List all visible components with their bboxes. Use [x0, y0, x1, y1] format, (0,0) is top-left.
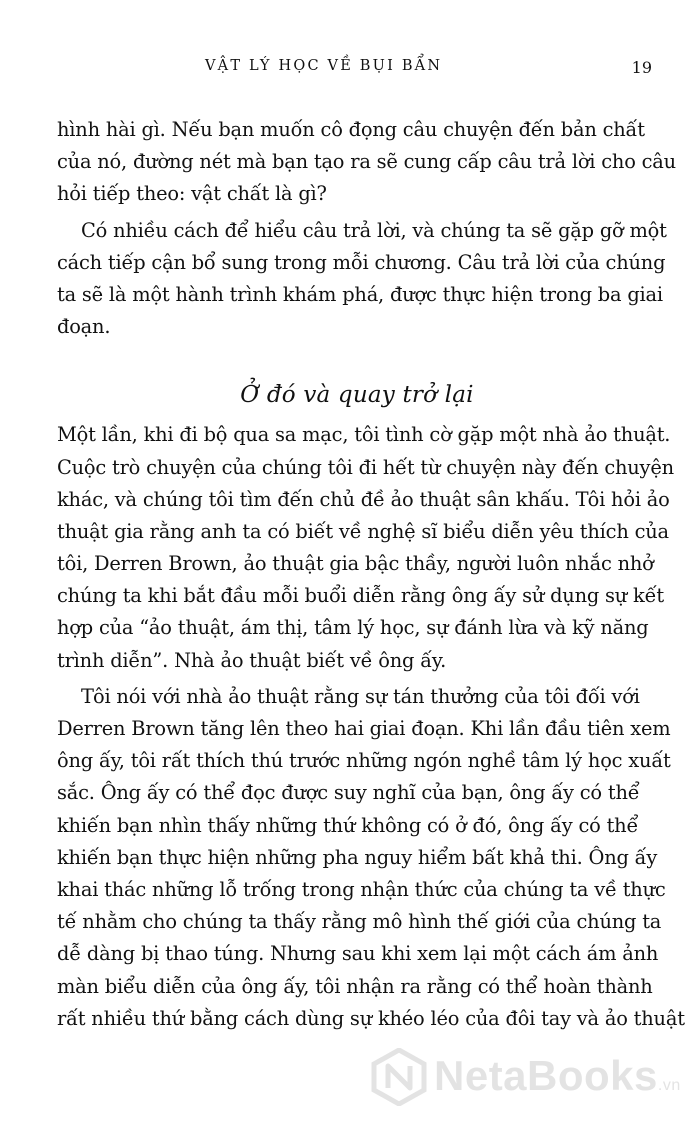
text-line: rất nhiều thứ bằng cách dùng sự khéo léo của đôi tay và ảo thuật	[57, 1006, 685, 1030]
text-line: hình hài gì. Nếu bạn muốn cô đọng câu chuyện đến bản chất	[57, 118, 645, 141]
text-line: màn biểu diễn của ông ấy, tôi nhận ra rằng có thể hoàn thành	[57, 974, 653, 998]
text-line: Một lần, khi đi bộ qua sa mạc, tôi tình cờ gặp một nhà ảo thuật.	[57, 423, 671, 447]
text-line: trình diễn”. Nhà ảo thuật biết về ông ấy.	[57, 648, 447, 672]
intro-paragraphs	[57, 114, 676, 343]
body-text	[57, 114, 685, 1035]
text-line: sắc. Ông ấy có thể đọc được suy nghĩ của bạn, ông ấy có thể	[57, 781, 640, 805]
text-line: Tôi nói với nhà ảo thuật rằng sự tán thưởng của tôi đối với	[81, 684, 640, 708]
text-line: tôi, Derren Brown, ảo thuật gia bậc thầy, người luôn nhắc nhở	[57, 552, 654, 576]
text-line: khiến bạn nhìn thấy những thứ không có ở đó, ông ấy có thể	[57, 813, 639, 837]
text-line: ta sẽ là một hành trình khám phá, được thực hiện trong ba giai	[57, 282, 663, 306]
text-line: hợp của “ảo thuật, ám thị, tâm lý học, sự đánh lừa và kỹ năng	[57, 616, 649, 640]
running-header	[0, 58, 700, 86]
page-number: 19	[631, 58, 652, 77]
text-line: đoạn.	[57, 315, 111, 339]
text-line: Có nhiều cách để hiểu câu trả lời, và chúng ta sẽ gặp gỡ một	[81, 218, 667, 242]
text-line: Derren Brown tăng lên theo hai giai đoạn. Khi lần đầu tiên xem	[57, 717, 671, 740]
paragraph	[57, 114, 676, 211]
running-title: VẬT LÝ HỌC VỀ BỤI BẨN	[205, 58, 443, 74]
text-line: Cuộc trò chuyện của chúng tôi đi hết từ chuyện này đến chuyện	[57, 455, 674, 479]
paragraph	[57, 681, 685, 1035]
watermark-suffix: .vn	[657, 1077, 681, 1094]
text-line: của nó, đường nét mà bạn tạo ra sẽ cung cấp câu trả lời cho câu	[57, 150, 676, 174]
netabooks-logo-icon	[370, 1048, 428, 1106]
watermark-brand: NetaBooks	[434, 1052, 658, 1099]
text-line: ông ấy, tôi rất thích thú trước những ngón nghề tâm lý học xuất	[57, 749, 671, 773]
watermark	[370, 1044, 690, 1114]
text-line: cách tiếp cận bổ sung trong mỗi chương. Câu trả lời của chúng	[57, 250, 666, 274]
watermark-text	[434, 1052, 681, 1100]
section-heading: Ở đó và quay trở lại	[240, 382, 474, 409]
text-line: khai thác những lỗ trống trong nhận thức của chúng ta về thực	[57, 877, 666, 901]
text-line: hỏi tiếp theo: vật chất là gì?	[57, 182, 327, 206]
text-line: khiến bạn thực hiện những pha nguy hiểm bất khả thi. Ông ấy	[57, 845, 658, 869]
text-line: khác, và chúng tôi tìm đến chủ đề ảo thuật sân khấu. Tôi hỏi ảo	[57, 487, 670, 511]
section-paragraphs	[57, 419, 685, 1035]
text-line: tế nhằm cho chúng ta thấy rằng mô hình thế giới của chúng ta	[57, 910, 662, 934]
paragraph	[57, 419, 674, 677]
paragraph	[57, 215, 667, 344]
text-line: chúng ta khi bắt đầu mỗi buổi diễn rằng ông ấy sử dụng sự kết	[57, 584, 664, 608]
text-line: thuật gia rằng anh ta có biết về nghệ sĩ biểu diễn yêu thích của	[57, 519, 669, 543]
text-line: dễ dàng bị thao túng. Nhưng sau khi xem lại một cách ám ảnh	[57, 942, 659, 966]
